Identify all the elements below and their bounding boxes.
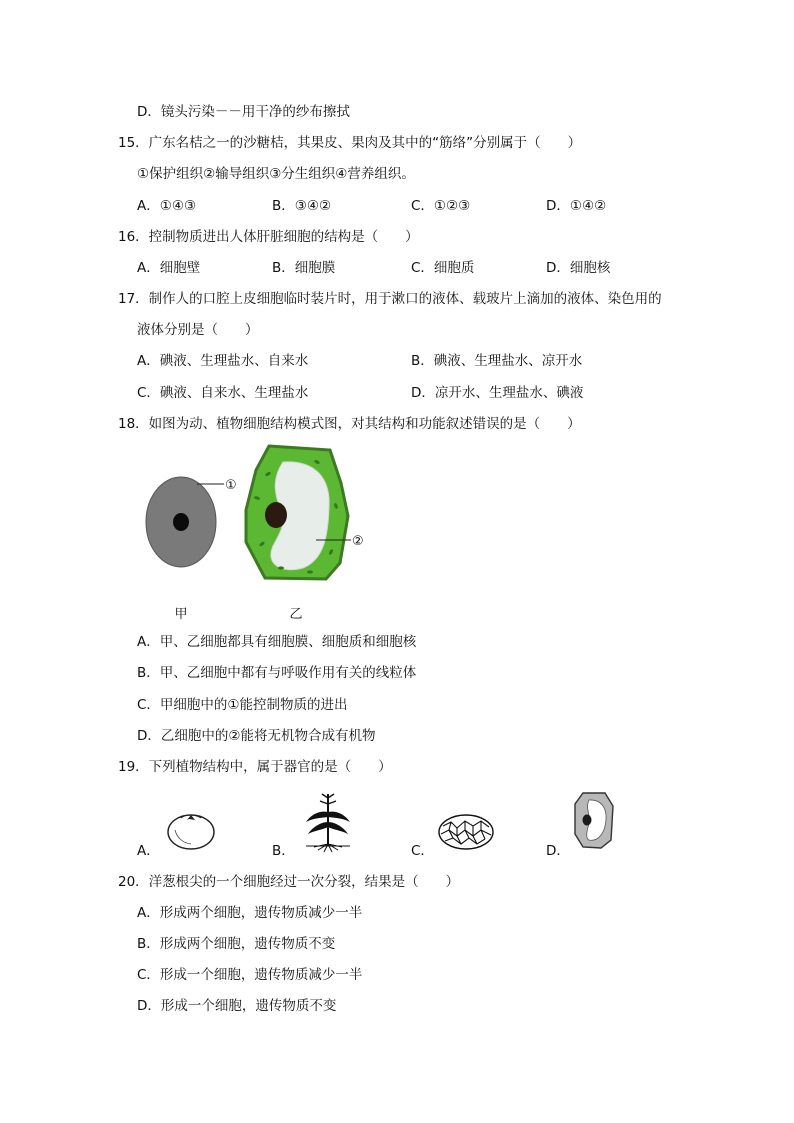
single-cell-icon	[571, 790, 617, 850]
whole-plant-icon	[300, 790, 356, 854]
q19-option-c: C．	[411, 843, 434, 859]
q15-option-c: C．①②③	[411, 198, 471, 214]
q17-stem-line1: 17．制作人的口腔上皮细胞临时装片时，用于漱口的液体、载玻片上滴加的液体、染色用的	[118, 291, 662, 307]
q20-option-c: C．形成一个细胞，遗传物质减少一半	[137, 967, 363, 983]
q15-stem: 15．广东名桔之一的沙糖桔，其果皮、果肉及其中的“筋络”分别属于（ ）	[118, 135, 582, 151]
marker1-label: ①	[225, 478, 237, 493]
q15-sub: ①保护组织②输导组织③分生组织④营养组织。	[137, 166, 415, 182]
q18-cell-figure	[145, 440, 385, 620]
q19-option-d: D．	[546, 843, 570, 859]
q17-option-d: D．凉开水、生理盐水、碘液	[411, 385, 584, 401]
tomato-fruit-icon	[165, 808, 217, 852]
plant-nucleus-icon	[265, 502, 287, 528]
q20-option-a: A．形成两个细胞，遗传物质减少一半	[137, 905, 363, 921]
label-yi: 乙	[289, 607, 303, 620]
animal-nucleus-icon	[173, 513, 189, 531]
tissue-icon	[437, 812, 495, 852]
q17-stem-line2: 液体分别是（ ）	[137, 322, 259, 338]
q18-option-c: C．甲细胞中的①能控制物质的进出	[137, 697, 348, 713]
q16-option-d: D．细胞核	[546, 260, 611, 276]
q20-option-b: B．形成两个细胞，遗传物质不变	[137, 936, 336, 952]
q14-option-d: D．镜头污染－－用干净的纱布擦拭	[137, 104, 350, 120]
q18-stem: 18．如图为动、植物细胞结构模式图，对其结构和功能叙述错误的是（ ）	[118, 416, 581, 432]
q20-option-d: D．形成一个细胞，遗传物质不变	[137, 998, 337, 1014]
q19-stem: 19．下列植物结构中，属于器官的是（ ）	[118, 759, 392, 775]
q18-option-d: D．乙细胞中的②能将无机物合成有机物	[137, 728, 376, 744]
marker2-label: ②	[352, 534, 364, 549]
q15-option-a: A．①④③	[137, 198, 197, 214]
q16-option-a: A．细胞壁	[137, 260, 201, 276]
q17-option-c: C．碘液、自来水、生理盐水	[137, 385, 309, 401]
q16-stem: 16．控制物质进出人体肝脏细胞的结构是（ ）	[118, 229, 419, 245]
q17-option-b: B．碘液、生理盐水、凉开水	[411, 353, 583, 369]
q16-option-c: C．细胞质	[411, 260, 475, 276]
q18-option-a: A．甲、乙细胞都具有细胞膜、细胞质和细胞核	[137, 634, 417, 650]
q18-option-b: B．甲、乙细胞中都有与呼吸作用有关的线粒体	[137, 665, 417, 681]
q20-stem: 20．洋葱根尖的一个细胞经过一次分裂，结果是（ ）	[118, 874, 460, 890]
q19-option-b: B．	[272, 843, 295, 859]
q16-option-b: B．细胞膜	[272, 260, 336, 276]
q15-option-d: D．①④②	[546, 198, 607, 214]
q15-option-b: B．③④②	[272, 198, 332, 214]
label-jia: 甲	[174, 607, 188, 620]
q19-option-a: A．	[137, 843, 160, 859]
q17-option-a: A．碘液、生理盐水、自来水	[137, 353, 309, 369]
